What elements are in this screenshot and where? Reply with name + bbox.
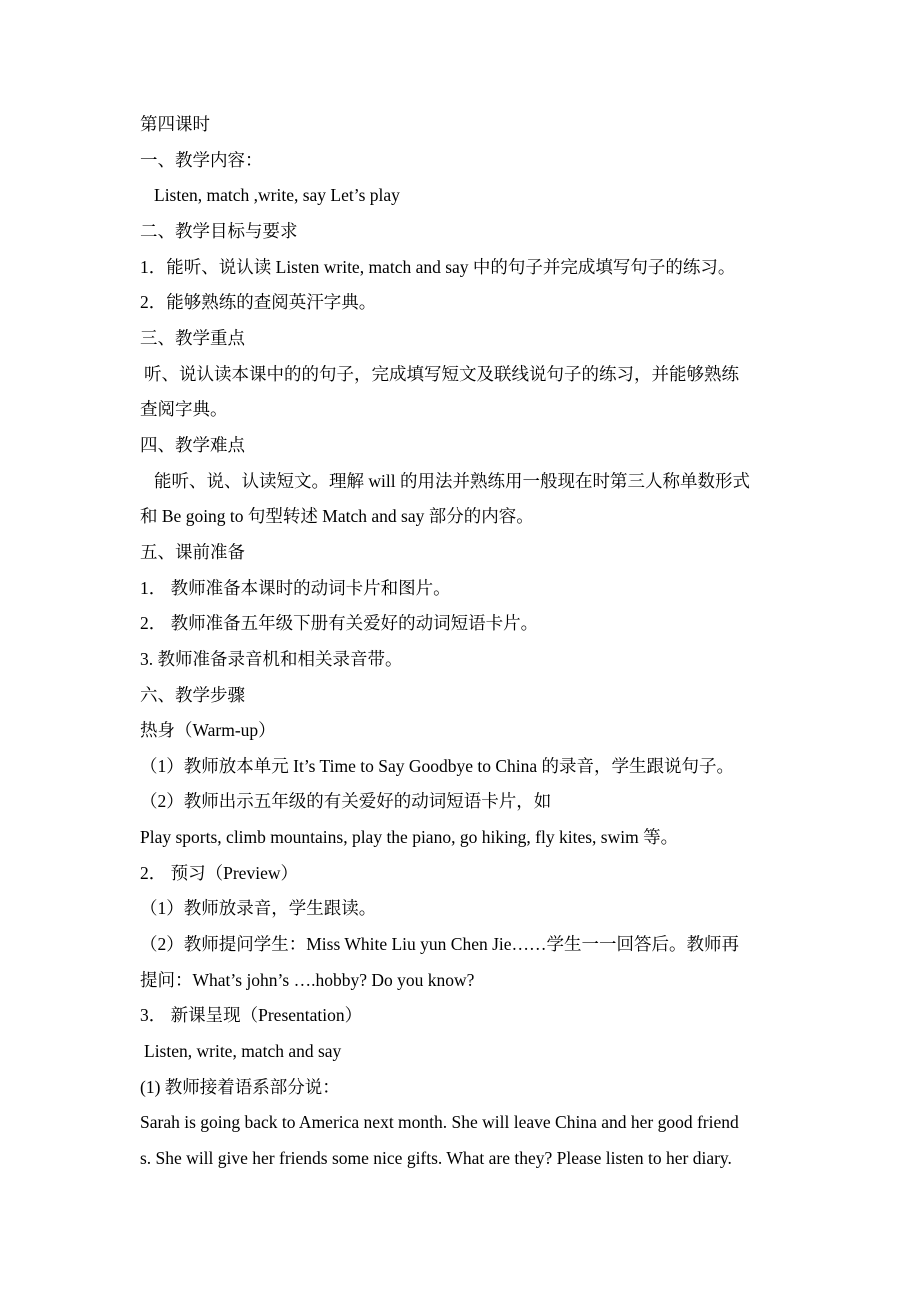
list-item: （2）教师提问学生：Miss White Liu yun Chen Jie……学生一一回答后。教师再	[140, 934, 740, 955]
section-heading: 一、教学内容：	[140, 149, 263, 170]
section-heading: 六、教学步骤	[140, 684, 245, 705]
list-item: (1) 教师接着语系部分说：	[140, 1076, 340, 1097]
list-item: 2． 教师准备五年级下册有关爱好的动词短语卡片。	[140, 613, 539, 634]
section-heading: 二、教学目标与要求	[140, 220, 298, 241]
section-heading: 四、教学难点	[140, 434, 245, 455]
subsection-heading: 3． 新课呈现（Presentation）	[140, 1005, 363, 1026]
paragraph-line: Listen, match ,write, say Let’s play	[154, 185, 400, 206]
paragraph-line: 1．能听、说认读 Listen write, match and say 中的句子并完成填写句子的练习。	[140, 256, 736, 277]
paragraph-line: 查阅字典。	[140, 399, 228, 420]
list-item: （1）教师放本单元 It’s Time to Say Goodbye to China 的录音，学生跟说句子。	[140, 755, 735, 776]
list-item: （1）教师放录音，学生跟读。	[140, 898, 377, 919]
list-item: （2）教师出示五年级的有关爱好的动词短语卡片，如	[140, 791, 552, 812]
lesson-title: 第四课时	[140, 114, 210, 134]
paragraph-line: 听、说认读本课中的的句子，完成填写短文及联线说句子的练习，并能够熟练	[144, 363, 739, 384]
subsection-heading: 热身（Warm-up）	[140, 720, 276, 741]
paragraph-line: Listen, write, match and say	[144, 1041, 342, 1062]
list-item: 3. 教师准备录音机和相关录音带。	[140, 648, 403, 669]
paragraph-line: 和 Be going to 句型转述 Match and say 部分的内容。	[140, 506, 534, 527]
paragraph-line: 提问：What’s john’s ….hobby? Do you know?	[140, 969, 475, 990]
section-heading: 三、教学重点	[140, 327, 245, 348]
document-page	[140, 107, 790, 1177]
subsection-heading: 2． 预习（Preview）	[140, 862, 298, 883]
paragraph-line: Sarah is going back to America next month. She will leave China and her good friend	[140, 1112, 739, 1133]
list-item: 1． 教师准备本课时的动词卡片和图片。	[140, 577, 451, 598]
paragraph-line: s. She will give her friends some nice gifts. What are they? Please listen to her diary.	[140, 1148, 732, 1169]
paragraph-line: Play sports, climb mountains, play the piano, go hiking, fly kites, swim 等。	[140, 827, 679, 848]
paragraph-line: 能听、说、认读短文。理解 will 的用法并熟练用一般现在时第三人称单数形式	[154, 470, 750, 491]
section-heading: 五、课前准备	[140, 541, 245, 562]
paragraph-line: 2．能够熟练的查阅英汗字典。	[140, 292, 377, 313]
